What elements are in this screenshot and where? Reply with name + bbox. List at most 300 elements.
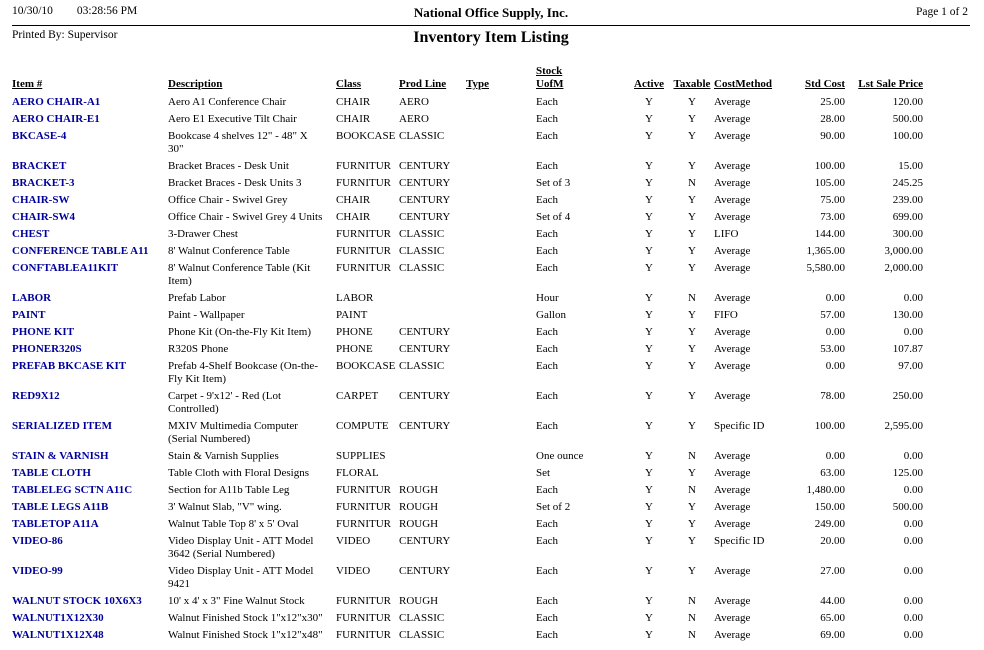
item-cost-method: Specific ID [714, 420, 765, 432]
item-class: FLORAL [336, 467, 379, 479]
item-number-link[interactable]: CHEST [12, 228, 50, 240]
item-active-flag: Y [645, 292, 653, 304]
item-description: Office Chair - Swivel Grey [168, 194, 288, 206]
item-taxable-flag: Y [688, 211, 696, 223]
item-description: Aero E1 Executive Tilt Chair [168, 113, 297, 125]
item-std-cost: 27.00 [820, 565, 845, 577]
item-description: Stain & Varnish Supplies [168, 450, 279, 462]
item-stock-uofm: Each [536, 194, 558, 206]
item-taxable-flag: Y [688, 467, 696, 479]
item-number-cell [12, 482, 168, 499]
item-prod-line: ROUGH [399, 501, 439, 513]
item-stock-uofm: Each [536, 326, 558, 338]
item-cost-method: Average [714, 292, 751, 304]
item-type [466, 610, 536, 627]
item-prod-line: CENTURY [399, 194, 451, 206]
table-row [12, 307, 926, 324]
item-lst-sale-price: 130.00 [892, 309, 923, 321]
item-std-cost: 1,365.00 [806, 245, 845, 257]
item-number-cell [12, 260, 168, 290]
item-active-flag: Y [645, 565, 653, 577]
item-number-link[interactable]: VIDEO-99 [12, 565, 63, 577]
item-std-cost: 5,580.00 [806, 262, 845, 274]
item-cost-method: Average [714, 390, 751, 402]
item-number-link[interactable]: PHONER320S [12, 343, 82, 355]
item-number-link[interactable]: TABLE LEGS A11B [12, 501, 109, 513]
item-cost-method: Average [714, 96, 751, 108]
item-class: PHONE [336, 343, 373, 355]
item-cost-method: Average [714, 484, 751, 496]
item-active-flag: Y [645, 194, 653, 206]
table-row [12, 516, 926, 533]
item-stock-uofm: Each [536, 113, 558, 125]
item-number-link[interactable]: CONFTABLEA11KIT [12, 262, 119, 274]
item-active-flag: Y [645, 390, 653, 402]
col-header-prod-line: Prod Line [399, 78, 447, 90]
item-prod-line: CENTURY [399, 326, 451, 338]
item-type [466, 209, 536, 226]
col-header-std-cost: Std Cost [804, 78, 845, 90]
item-std-cost: 65.00 [820, 612, 845, 624]
item-class: FURNITUR [336, 501, 392, 513]
item-std-cost: 0.00 [825, 360, 845, 372]
item-class: FURNITUR [336, 262, 392, 274]
item-stock-uofm: Each [536, 535, 558, 547]
item-type [466, 418, 536, 448]
item-number-cell [12, 563, 168, 593]
item-cost-method: Average [714, 262, 751, 274]
item-number-cell [12, 448, 168, 465]
item-number-cell [12, 226, 168, 243]
item-class: VIDEO [336, 535, 371, 547]
item-taxable-flag: Y [688, 420, 696, 432]
item-class: FURNITUR [336, 484, 392, 496]
item-type [466, 593, 536, 610]
item-description: Prefab 4-Shelf Bookcase (On-the-Fly Kit Item) [168, 360, 318, 385]
table-row [12, 226, 926, 243]
item-description: R320S Phone [168, 343, 229, 355]
item-cost-method: Specific ID [714, 535, 765, 547]
item-active-flag: Y [645, 228, 653, 240]
item-active-flag: Y [645, 113, 653, 125]
item-std-cost: 73.00 [820, 211, 845, 223]
item-stock-uofm: Each [536, 518, 558, 530]
item-type [466, 465, 536, 482]
item-number-link[interactable]: TABLETOP A11A [12, 518, 99, 530]
col-header-stock-uofm: Stock UofM [536, 65, 564, 90]
item-taxable-flag: Y [688, 262, 696, 274]
item-stock-uofm: Hour [536, 292, 559, 304]
item-number-cell [12, 175, 168, 192]
item-number-link[interactable]: PAINT [12, 309, 46, 321]
item-std-cost: 100.00 [814, 160, 845, 172]
item-active-flag: Y [645, 343, 653, 355]
item-number-cell [12, 243, 168, 260]
report-time: 03:28:56 PM [76, 5, 138, 17]
item-cost-method: Average [714, 612, 751, 624]
item-description: Bracket Braces - Desk Units 3 [168, 177, 302, 189]
item-lst-sale-price: 0.00 [903, 326, 923, 338]
item-std-cost: 78.00 [820, 390, 845, 402]
item-number-cell [12, 516, 168, 533]
item-prod-line: CENTURY [399, 565, 451, 577]
item-number-cell [12, 358, 168, 388]
table-row [12, 448, 926, 465]
item-prod-line: AERO [399, 96, 429, 108]
item-class: FURNITUR [336, 595, 392, 607]
item-number-link[interactable]: LABOR [12, 292, 52, 304]
item-lst-sale-price: 300.00 [892, 228, 923, 240]
item-taxable-flag: Y [688, 535, 696, 547]
report-title: Inventory Item Listing [413, 29, 569, 46]
table-row [12, 610, 926, 627]
item-prod-line: ROUGH [399, 595, 439, 607]
item-active-flag: Y [645, 245, 653, 257]
item-description: Walnut Finished Stock 1"x12"x30" [168, 612, 323, 624]
item-type [466, 563, 536, 593]
item-class: PAINT [336, 309, 368, 321]
item-number-cell [12, 290, 168, 307]
item-taxable-flag: Y [688, 113, 696, 125]
item-number-cell [12, 307, 168, 324]
item-active-flag: Y [645, 420, 653, 432]
item-cost-method: Average [714, 450, 751, 462]
item-number-cell [12, 158, 168, 175]
item-std-cost: 90.00 [820, 130, 845, 142]
table-row [12, 158, 926, 175]
col-header-lst-sale-price: Lst Sale Price [858, 78, 923, 90]
item-std-cost: 69.00 [820, 629, 845, 641]
item-lst-sale-price: 97.00 [898, 360, 923, 372]
item-taxable-flag: N [688, 177, 696, 189]
item-std-cost: 0.00 [825, 326, 845, 338]
company-name: National Office Supply, Inc. [413, 5, 569, 20]
item-type [466, 307, 536, 324]
item-prod-line: CLASSIC [399, 629, 445, 641]
item-type [466, 448, 536, 465]
item-lst-sale-price: 0.00 [903, 484, 923, 496]
item-taxable-flag: Y [688, 326, 696, 338]
item-prod-line: CLASSIC [399, 360, 445, 372]
item-cost-method: Average [714, 565, 751, 577]
item-number-link[interactable]: VIDEO-86 [12, 535, 63, 547]
col-header-description: Description [168, 78, 223, 90]
item-stock-uofm: Each [536, 130, 558, 142]
item-cost-method: LIFO [714, 228, 739, 240]
table-row [12, 533, 926, 563]
item-std-cost: 53.00 [820, 343, 845, 355]
item-taxable-flag: Y [688, 309, 696, 321]
item-lst-sale-price: 2,595.00 [884, 420, 923, 432]
table-row [12, 499, 926, 516]
item-number-link[interactable]: CHAIR-SW [12, 194, 70, 206]
item-description: Video Display Unit - ATT Model 9421 [168, 565, 314, 590]
item-cost-method: Average [714, 177, 751, 189]
item-number-link[interactable]: BRACKET [12, 160, 67, 172]
item-number-cell [12, 94, 168, 111]
report-header-row-2 [12, 26, 970, 52]
item-lst-sale-price: 3,000.00 [884, 245, 923, 257]
item-type [466, 226, 536, 243]
item-active-flag: Y [645, 450, 653, 462]
item-lst-sale-price: 0.00 [903, 565, 923, 577]
table-row [12, 128, 926, 158]
item-stock-uofm: One ounce [536, 450, 584, 462]
item-std-cost: 20.00 [820, 535, 845, 547]
item-prod-line: ROUGH [399, 518, 439, 530]
item-taxable-flag: N [688, 484, 696, 496]
item-description: Aero A1 Conference Chair [168, 96, 287, 108]
item-std-cost: 44.00 [820, 595, 845, 607]
item-number-link[interactable]: BRACKET-3 [12, 177, 75, 189]
item-taxable-flag: N [688, 292, 696, 304]
item-stock-uofm: Each [536, 595, 558, 607]
item-taxable-flag: Y [688, 160, 696, 172]
item-type [466, 388, 536, 418]
item-active-flag: Y [645, 629, 653, 641]
item-taxable-flag: Y [688, 130, 696, 142]
item-number-link[interactable]: AERO CHAIR-A1 [12, 96, 101, 108]
item-taxable-flag: Y [688, 518, 696, 530]
item-class: BOOKCASE [336, 130, 396, 142]
item-number-link[interactable]: WALNUT STOCK 10X6X3 [12, 595, 142, 607]
item-number-cell [12, 388, 168, 418]
col-header-type: Type [466, 78, 490, 90]
item-active-flag: Y [645, 518, 653, 530]
item-taxable-flag: Y [688, 245, 696, 257]
item-std-cost: 0.00 [825, 450, 845, 462]
col-header-class: Class [336, 78, 362, 90]
item-active-flag: Y [645, 535, 653, 547]
item-stock-uofm: Set of 4 [536, 211, 571, 223]
item-number-link[interactable]: WALNUT1X12X48 [12, 629, 104, 641]
table-row [12, 627, 926, 644]
item-type [466, 358, 536, 388]
item-prod-line: CENTURY [399, 160, 451, 172]
table-row [12, 260, 926, 290]
item-stock-uofm: Each [536, 565, 558, 577]
item-number-link[interactable]: SERIALIZED ITEM [12, 420, 112, 432]
item-lst-sale-price: 0.00 [903, 535, 923, 547]
item-description: Walnut Finished Stock 1"x12"x48" [168, 629, 323, 641]
item-prod-line: CENTURY [399, 211, 451, 223]
item-taxable-flag: Y [688, 501, 696, 513]
item-description: Bracket Braces - Desk Unit [168, 160, 289, 172]
item-lst-sale-price: 500.00 [892, 501, 923, 513]
printed-by-label: Printed By: Supervisor [12, 29, 118, 41]
item-taxable-flag: Y [688, 390, 696, 402]
item-class: FURNITUR [336, 612, 392, 624]
item-cost-method: Average [714, 518, 751, 530]
item-class: PHONE [336, 326, 373, 338]
item-active-flag: Y [645, 130, 653, 142]
item-lst-sale-price: 699.00 [892, 211, 923, 223]
item-stock-uofm: Each [536, 160, 558, 172]
table-header-row [12, 65, 926, 94]
item-number-link[interactable]: BKCASE-4 [12, 130, 67, 142]
table-row [12, 593, 926, 610]
item-class: FURNITUR [336, 245, 392, 257]
item-lst-sale-price: 2,000.00 [884, 262, 923, 274]
item-prod-line [399, 465, 466, 482]
item-type [466, 94, 536, 111]
item-type [466, 158, 536, 175]
item-number-link[interactable]: TABLELEG SCTN A11C [12, 484, 133, 496]
col-header-active: Active [634, 78, 664, 90]
item-cost-method: FIFO [714, 309, 738, 321]
item-cost-method: Average [714, 211, 751, 223]
item-description: Prefab Labor [168, 292, 226, 304]
item-description: Carpet - 9'x12' - Red (Lot Controlled) [168, 390, 282, 415]
table-row [12, 243, 926, 260]
item-std-cost: 57.00 [820, 309, 845, 321]
table-row [12, 482, 926, 499]
item-stock-uofm: Gallon [536, 309, 566, 321]
item-class: SUPPLIES [336, 450, 386, 462]
item-active-flag: Y [645, 309, 653, 321]
item-stock-uofm: Each [536, 612, 558, 624]
item-number-link[interactable]: CONFERENCE TABLE A11 [12, 245, 149, 257]
page-indicator: Page 1 of 2 [915, 6, 968, 18]
table-row [12, 111, 926, 128]
item-std-cost: 28.00 [820, 113, 845, 125]
table-row [12, 563, 926, 593]
item-class: BOOKCASE [336, 360, 396, 372]
item-active-flag: Y [645, 484, 653, 496]
item-lst-sale-price: 125.00 [892, 467, 923, 479]
item-cost-method: Average [714, 595, 751, 607]
item-description: Paint - Wallpaper [168, 309, 245, 321]
table-row [12, 209, 926, 226]
item-description: Section for A11b Table Leg [168, 484, 290, 496]
item-stock-uofm: Each [536, 360, 558, 372]
item-number-cell [12, 610, 168, 627]
item-active-flag: Y [645, 360, 653, 372]
item-type [466, 192, 536, 209]
item-number-link[interactable]: PHONE KIT [12, 326, 75, 338]
item-prod-line: CENTURY [399, 177, 451, 189]
item-stock-uofm: Each [536, 245, 558, 257]
item-lst-sale-price: 0.00 [903, 518, 923, 530]
item-stock-uofm: Set [536, 467, 551, 479]
inventory-table-body [12, 94, 926, 644]
item-number-link[interactable]: AERO CHAIR-E1 [12, 113, 100, 125]
item-type [466, 533, 536, 563]
item-number-cell [12, 192, 168, 209]
item-std-cost: 63.00 [820, 467, 845, 479]
item-prod-line: CENTURY [399, 343, 451, 355]
item-number-link[interactable]: CHAIR-SW4 [12, 211, 75, 223]
item-taxable-flag: N [688, 612, 696, 624]
item-taxable-flag: N [688, 450, 696, 462]
item-std-cost: 0.00 [825, 292, 845, 304]
item-stock-uofm: Set of 2 [536, 501, 571, 513]
item-type [466, 243, 536, 260]
table-row [12, 324, 926, 341]
item-class: CARPET [336, 390, 379, 402]
table-row [12, 290, 926, 307]
item-type [466, 128, 536, 158]
item-class: VIDEO [336, 565, 371, 577]
item-lst-sale-price: 0.00 [903, 629, 923, 641]
item-number-link[interactable]: PREFAB BKCASE KIT [12, 360, 127, 372]
item-stock-uofm: Each [536, 420, 558, 432]
table-row [12, 358, 926, 388]
item-number-cell [12, 418, 168, 448]
item-prod-line: AERO [399, 113, 429, 125]
item-prod-line: CLASSIC [399, 130, 445, 142]
col-header-taxable: Taxable [673, 78, 711, 90]
item-number-cell [12, 627, 168, 644]
item-class: CHAIR [336, 113, 371, 125]
item-type [466, 499, 536, 516]
item-number-link[interactable]: WALNUT1X12X30 [12, 612, 104, 624]
item-number-link[interactable]: STAIN & VARNISH [12, 450, 109, 462]
item-description: 10' x 4' x 3" Fine Walnut Stock [168, 595, 305, 607]
item-std-cost: 75.00 [820, 194, 845, 206]
item-std-cost: 1,480.00 [806, 484, 845, 496]
item-active-flag: Y [645, 501, 653, 513]
table-row [12, 465, 926, 482]
item-lst-sale-price: 0.00 [903, 292, 923, 304]
item-description: Phone Kit (On-the-Fly Kit Item) [168, 326, 311, 338]
item-type [466, 627, 536, 644]
item-cost-method: Average [714, 194, 751, 206]
item-stock-uofm: Each [536, 96, 558, 108]
item-active-flag: Y [645, 595, 653, 607]
item-cost-method: Average [714, 113, 751, 125]
item-prod-line: CENTURY [399, 535, 451, 547]
report-header-row-1 [12, 5, 970, 23]
item-class: FURNITUR [336, 228, 392, 240]
item-number-cell [12, 499, 168, 516]
item-number-link[interactable]: TABLE CLOTH [12, 467, 91, 479]
item-description: Walnut Table Top 8' x 5' Oval [168, 518, 299, 530]
item-type [466, 290, 536, 307]
item-prod-line: CLASSIC [399, 245, 445, 257]
item-taxable-flag: N [688, 629, 696, 641]
item-class: CHAIR [336, 194, 371, 206]
item-lst-sale-price: 100.00 [892, 130, 923, 142]
item-prod-line: CLASSIC [399, 262, 445, 274]
item-cost-method: Average [714, 326, 751, 338]
item-type [466, 516, 536, 533]
table-row [12, 388, 926, 418]
item-number-cell [12, 324, 168, 341]
item-prod-line: CLASSIC [399, 228, 445, 240]
item-number-link[interactable]: RED9X12 [12, 390, 60, 402]
table-row [12, 175, 926, 192]
item-cost-method: Average [714, 629, 751, 641]
item-number-cell [12, 209, 168, 226]
item-prod-line [399, 290, 466, 307]
item-stock-uofm: Each [536, 390, 558, 402]
item-active-flag: Y [645, 211, 653, 223]
item-taxable-flag: Y [688, 360, 696, 372]
item-active-flag: Y [645, 467, 653, 479]
item-description: Table Cloth with Floral Designs [168, 467, 309, 479]
item-prod-line: CENTURY [399, 420, 451, 432]
item-stock-uofm: Set of 3 [536, 177, 571, 189]
item-lst-sale-price: 239.00 [892, 194, 923, 206]
item-active-flag: Y [645, 262, 653, 274]
item-std-cost: 150.00 [814, 501, 845, 513]
item-prod-line [399, 448, 466, 465]
item-prod-line: ROUGH [399, 484, 439, 496]
item-taxable-flag: Y [688, 96, 696, 108]
item-active-flag: Y [645, 177, 653, 189]
item-taxable-flag: Y [688, 194, 696, 206]
